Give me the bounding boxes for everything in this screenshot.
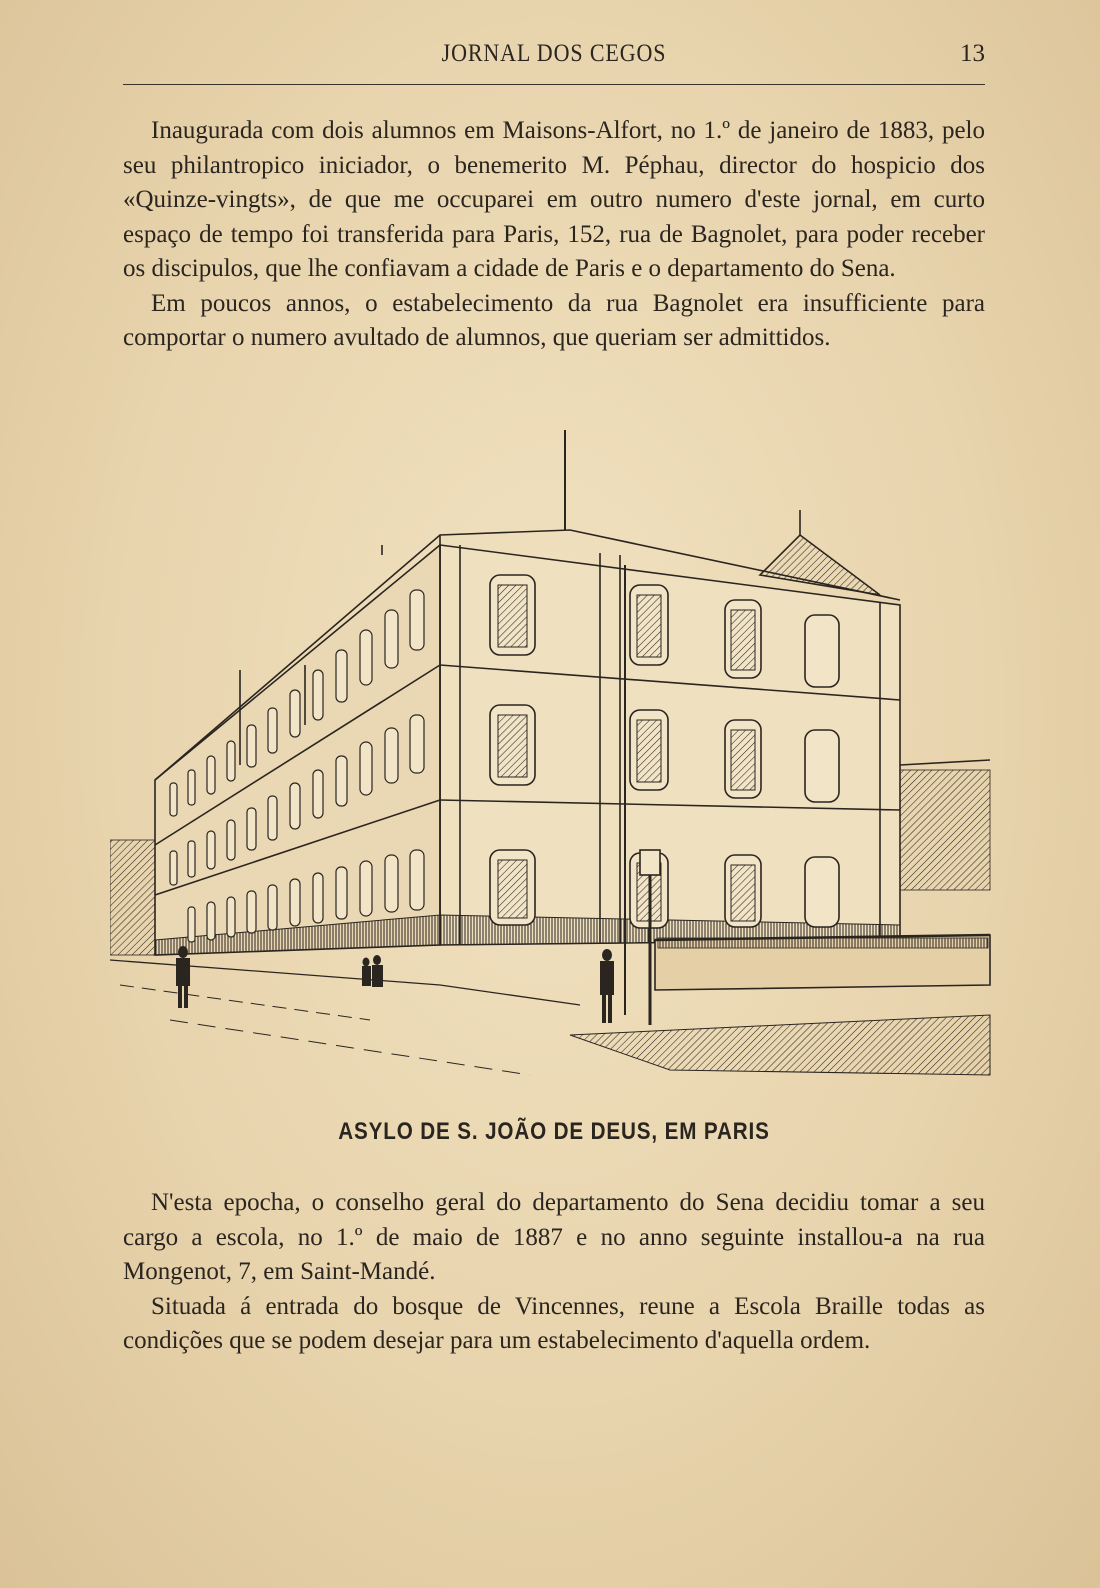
paragraph: Inaugurada com dois alumnos em Maisons-Alfort, no 1.º de janeiro de 1883, pelo seu philantropico iniciador, o benemerito M. Péphau, director do hospicio dos «Quinze-vingts», de que me occuparei em outro numero d'este jornal, em curto espaço de tempo foi transferida para Paris, 152, rua de Bagnolet, para poder receber os discipulos, que lhe confiavam a cidade de Paris e o departamento do Sena. <box>123 117 985 282</box>
running-title: JORNAL DOS CEGOS <box>441 40 667 67</box>
body-text-bottom <box>123 1186 985 1359</box>
paragraph: N'esta epocha, o conselho geral do departamento do Sena decidiu tomar a seu cargo a escola, no 1.º de maio de 1887 e no anno seguinte installou-a na rua Mongenot, 7, em Saint-Mandé. <box>123 1189 985 1285</box>
header-rule <box>123 84 985 85</box>
building-engraving <box>110 425 1000 1090</box>
page-header <box>123 36 985 76</box>
figure-caption: ASYLO DE S. JOÃO DE DEUS, EM PARIS <box>338 1118 770 1145</box>
body-text-top <box>123 114 985 356</box>
paragraph: Situada á entrada do bosque de Vincennes, reune a Escola Braille todas as condições que se podem desejar para um estabelecimento d'aquella ordem. <box>123 1292 985 1354</box>
page-number: 13 <box>960 40 985 67</box>
paragraph: Em poucos annos, o estabelecimento da rua Bagnolet era insufficiente para comportar o numero avultado de alumnos, que queriam ser admittidos. <box>123 289 985 351</box>
